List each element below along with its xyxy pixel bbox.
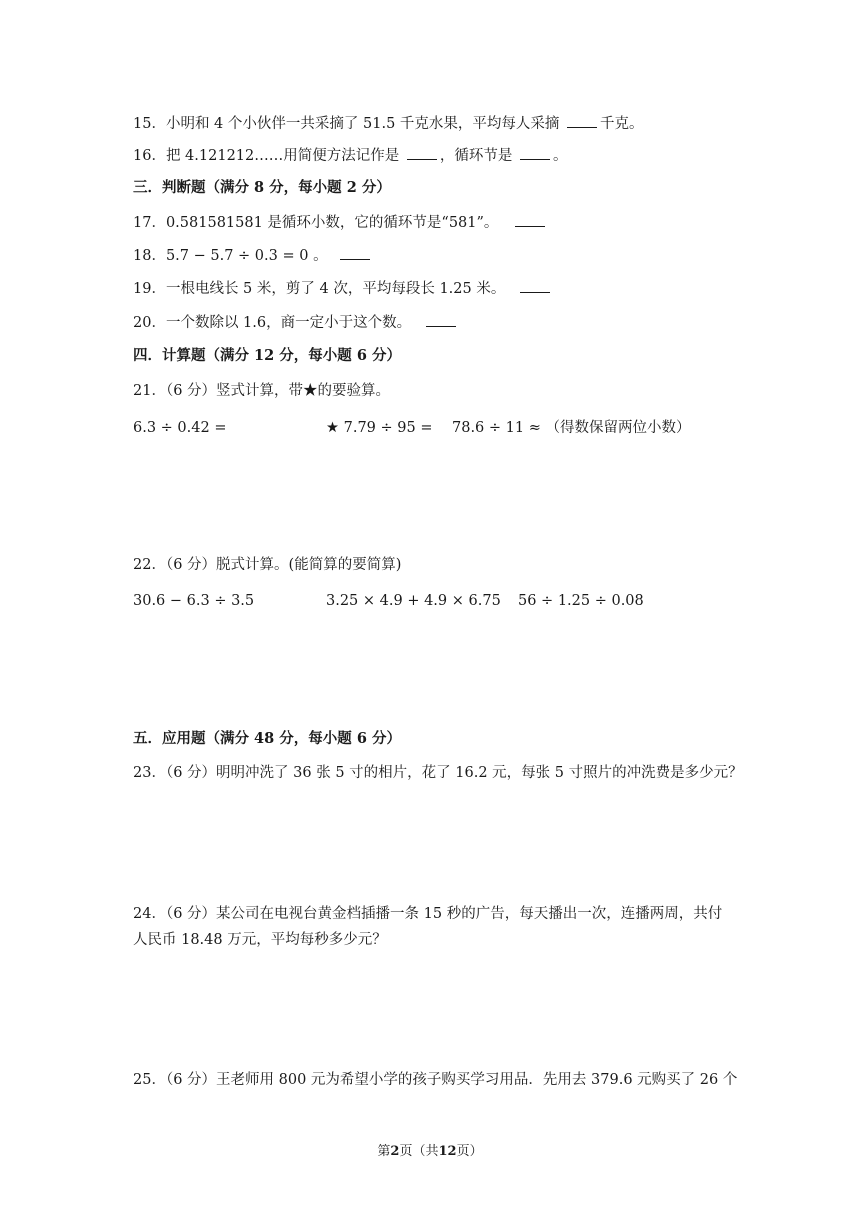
question-24-continued: 人民币 18.48 万元，平均每秒多少元？	[133, 932, 387, 948]
page-number: 2	[390, 1144, 400, 1159]
section-heading-application: 五．应用题（满分 48 分，每小题 6 分）	[133, 730, 401, 747]
page-footer: 第2页（共12页）	[377, 1144, 483, 1159]
question-21: 21．（6 分）竖式计算，带★的要验算。	[133, 383, 391, 399]
answer-blank[interactable]	[520, 145, 550, 160]
answer-blank[interactable]	[340, 245, 370, 260]
expression: 30.6 − 6.3 ÷ 3.5	[133, 593, 255, 609]
answer-blank[interactable]	[515, 212, 545, 227]
question-18: 18．5.7 − 5.7 ÷ 0.3 = 0 。	[133, 245, 373, 266]
expression: ★ 7.79 ÷ 95 =	[326, 420, 433, 436]
question-23: 23．（6 分）明明冲洗了 36 张 5 寸的相片，花了 16.2 元，每张 5 寸照片的冲洗费是多少元？	[133, 765, 743, 781]
expression: 6.3 ÷ 0.42 =	[133, 420, 227, 436]
answer-blank[interactable]	[520, 278, 550, 293]
question-25: 25．（6 分）王老师用 800 元为希望小学的孩子购买学习用品．先用去 379.6 元购买了 26 个	[133, 1072, 738, 1088]
expression: 3.25 × 4.9 + 4.9 × 6.75	[326, 593, 501, 609]
section-heading-judgment: 三．判断题（满分 8 分，每小题 2 分）	[133, 179, 391, 196]
page-total: 12	[438, 1144, 457, 1159]
question-22: 22．（6 分）脱式计算。(能简算的要简算)	[133, 557, 402, 573]
answer-blank[interactable]	[407, 145, 437, 160]
answer-blank[interactable]	[426, 312, 456, 327]
section-heading-calculation: 四．计算题（满分 12 分，每小题 6 分）	[133, 347, 401, 364]
question-19: 19．一根电线长 5 米，剪了 4 次，平均每段长 1.25 米。	[133, 278, 553, 299]
question-20: 20．一个数除以 1.6，商一定小于这个数。	[133, 312, 459, 333]
expression: 78.6 ÷ 11 ≈ （得数保留两位小数）	[452, 420, 691, 436]
question-17: 17．0.581581581 是循环小数，它的循环节是“581”。	[133, 212, 548, 233]
answer-blank[interactable]	[567, 113, 597, 128]
expression: 56 ÷ 1.25 ÷ 0.08	[518, 593, 644, 609]
question-15: 15．小明和 4 个小伙伴一共采摘了 51.5 千克水果，平均每人采摘 千克。	[133, 113, 644, 134]
question-24: 24．（6 分）某公司在电视台黄金档插播一条 15 秒的广告，每天播出一次，连播两周，共付	[133, 906, 723, 922]
question-16: 16．把 4.121212……用简便方法记作是 ，循环节是 。	[133, 145, 567, 166]
